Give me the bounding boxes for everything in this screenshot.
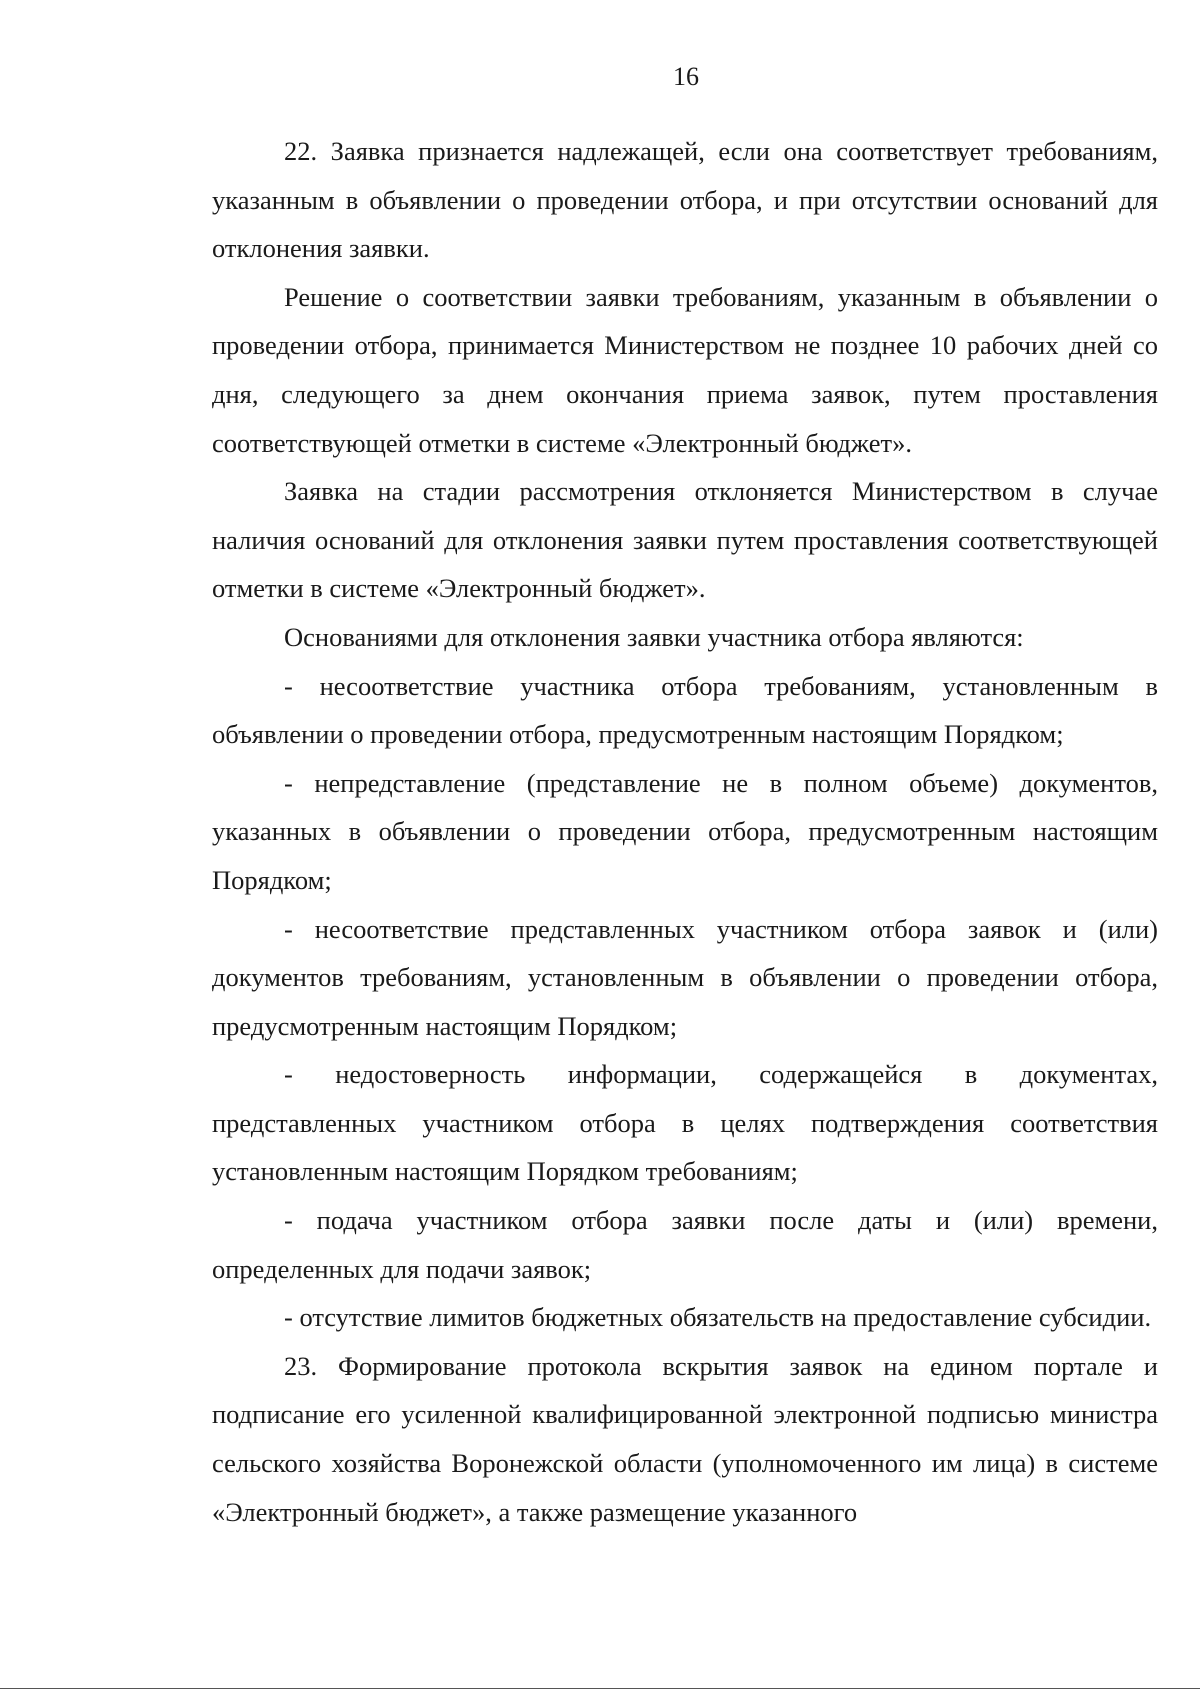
paragraph-grounds-intro: Основаниями для отклонения заявки участника отбора являются: [284, 621, 1024, 652]
page-number: 16 [673, 62, 699, 91]
list-item-ground-3: - несоответствие представленных участником отбора заявок и (или) документов требованиям, установленным в объявлении о проведении отбора, предусмотренным настоящим Порядком; [212, 913, 1158, 1041]
paragraph-22: 22. Заявка признается надлежащей, если она соответствует требованиям, указанным в объявлении о проведении отбора, и при отсутствии оснований для отклонения заявки. [212, 136, 1158, 264]
list-item-ground-4: - недостоверность информации, содержащейся в документах, представленных участником отбора в целях подтверждения соответствия установленным настоящим Порядком требованиям; [212, 1059, 1158, 1187]
paragraph-decision: Решение о соответствии заявки требованиям, указанным в объявлении о проведении отбора, принимается Министерством не позднее 10 рабочих дней со дня, следующего за днем окончания приема заявок, путем проставления соответствующей отметки в системе «Электронный бюджет». [212, 281, 1158, 458]
list-item-ground-6: - отсутствие лимитов бюджетных обязательств на предоставление субсидии. [284, 1302, 1152, 1333]
paragraph-rejection: Заявка на стадии рассмотрения отклоняется Министерством в случае наличия оснований для отклонения заявки путем проставления соответствующей отметки в системе «Электронный бюджет». [212, 476, 1158, 604]
paragraph-23: 23. Формирование протокола вскрытия заявок на едином портале и подписание его усиленной квалифицированной электронной подписью министра сельского хозяйства Воронежской области (уполномоченного им лица) в системе «Электронный бюджет», а также размещение указанного [212, 1350, 1158, 1527]
list-item-ground-5: - подача участником отбора заявки после даты и (или) времени, определенных для подачи заявок; [212, 1205, 1158, 1284]
page-bottom-divider [0, 1688, 1200, 1689]
list-item-ground-1: - несоответствие участника отбора требованиям, установленным в объявлении о проведении отбора, предусмотренным настоящим Порядком; [212, 670, 1158, 750]
document-body [212, 127, 1158, 1536]
list-item-ground-2: - непредставление (представление не в полном объеме) документов, указанных в объявлении о проведении отбора, предусмотренным настоящим Порядком; [212, 767, 1158, 895]
